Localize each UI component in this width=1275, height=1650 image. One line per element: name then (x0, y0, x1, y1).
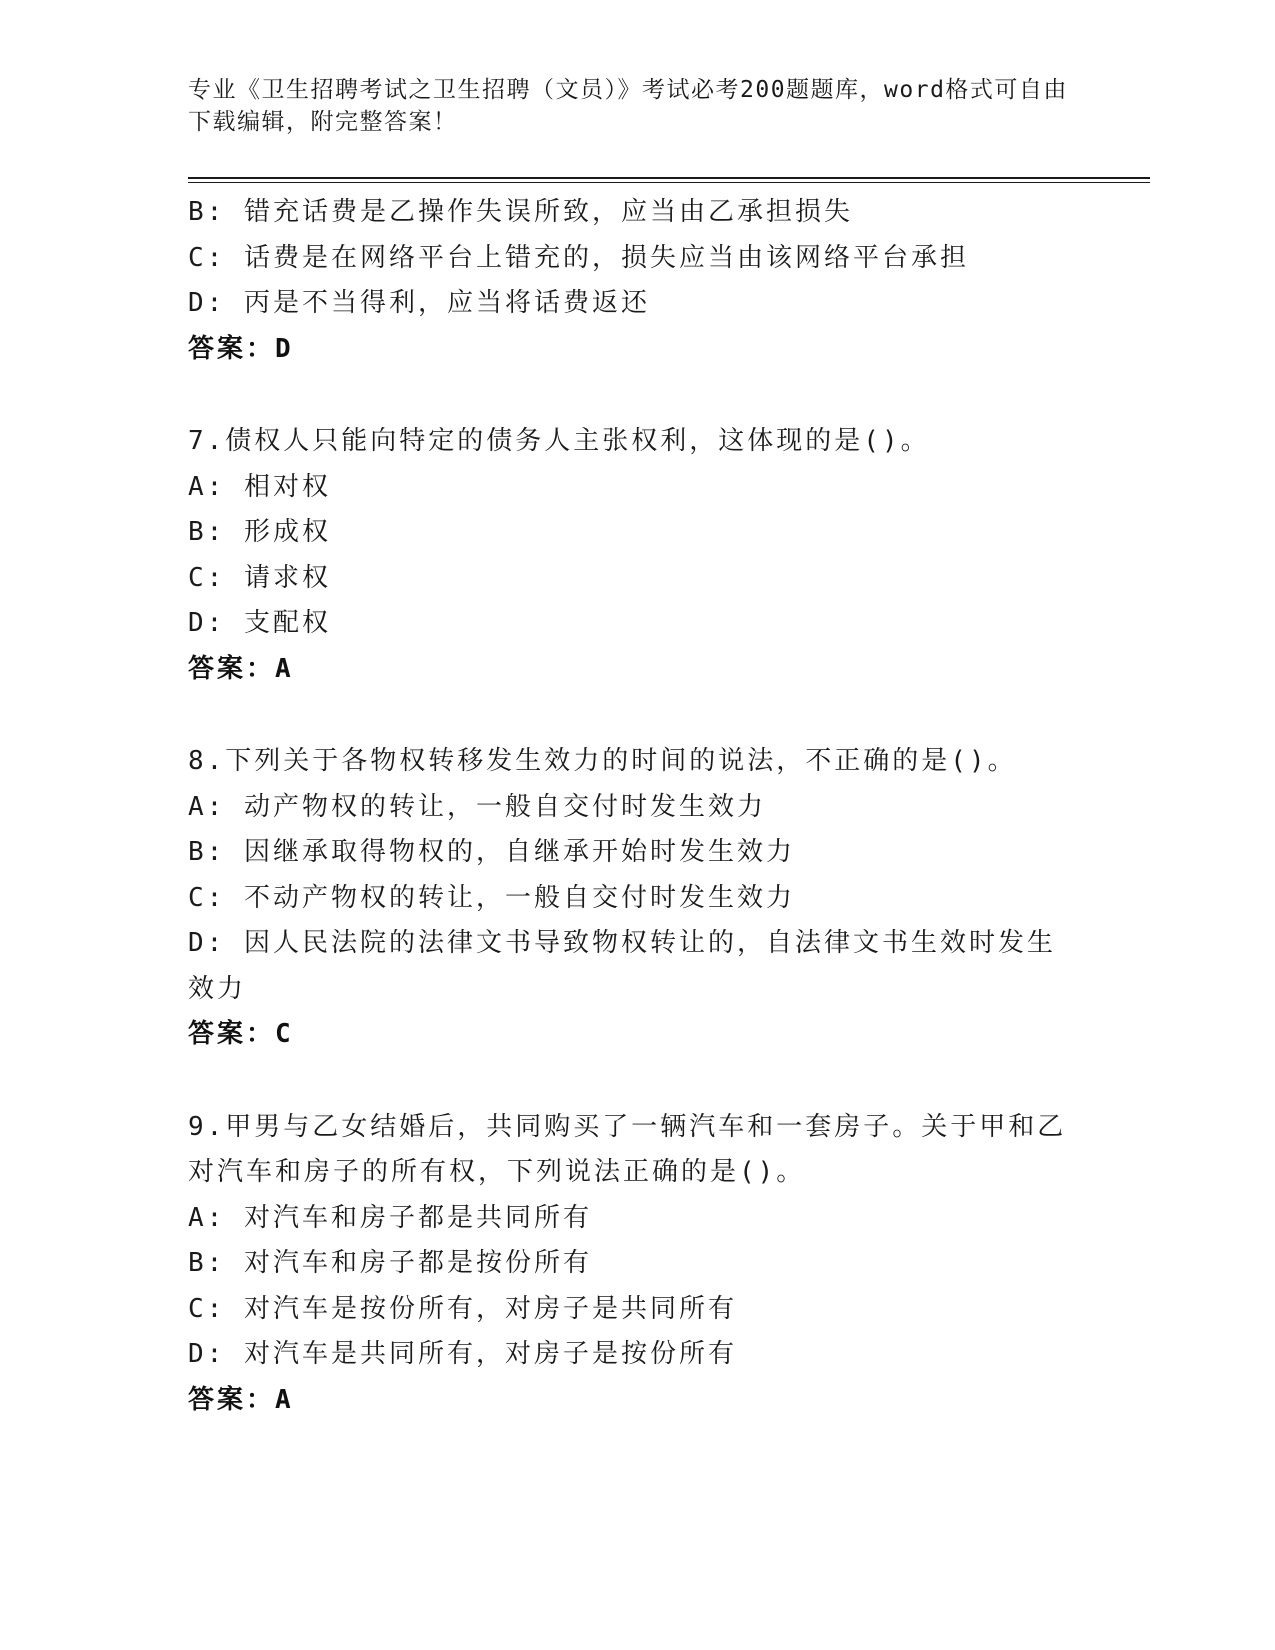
option-c: C: 不动产物权的转让，一般自交付时发生效力 (188, 882, 795, 913)
question-stem: 9.甲男与乙女结婚后，共同购买了一辆汽车和一套房子。关于甲和乙对汽车和房子的所有权，下列说法正确的是()。 (188, 1111, 1067, 1187)
option-a: A: 对汽车和房子都是共同所有 (188, 1202, 592, 1233)
option-c: C: 对汽车是按份所有，对房子是共同所有 (188, 1293, 737, 1324)
spacer (188, 692, 1068, 739)
option-d: D: 因人民法院的法律文书导致物权转让的，自法律文书生效时发生效力 (188, 928, 1056, 1004)
answer: 答案：A (188, 1384, 294, 1415)
question-9 (188, 1105, 1068, 1424)
option-b: B: 因继承取得物权的，自继承开始时发生效力 (188, 837, 795, 867)
option-a: A: 动产物权的转让，一般自交付时发生效力 (188, 791, 766, 822)
spacer (188, 1058, 1068, 1105)
option-d: D: 支配权 (188, 608, 331, 638)
answer: 答案：D (188, 333, 294, 364)
option-c: C: 话费是在网络平台上错充的，损失应当由该网络平台承担 (188, 242, 969, 273)
option-c: C: 请求权 (188, 562, 331, 593)
question-stem: 8.下列关于各物权转移发生效力的时间的说法，不正确的是()。 (188, 746, 1017, 776)
answer: 答案：C (188, 1019, 294, 1049)
header-divider-thin (188, 182, 1150, 183)
option-a: A: 相对权 (188, 471, 331, 502)
question-6-continued (188, 190, 1068, 372)
document-header: 专业《卫生招聘考试之卫生招聘（文员）》考试必考200题题库，word格式可自由下载编辑，附完整答案！ (188, 77, 1068, 135)
question-stem: 7.债权人只能向特定的债务人主张权利，这体现的是()。 (188, 426, 930, 456)
option-b: B: 对汽车和房子都是按份所有 (188, 1248, 592, 1278)
document-body (188, 190, 1068, 1423)
option-d: D: 对汽车是共同所有，对房子是按份所有 (188, 1339, 737, 1369)
answer: 答案：A (188, 653, 294, 684)
option-b: B: 形成权 (188, 517, 331, 547)
header-divider-thick (188, 177, 1150, 179)
option-d: D: 丙是不当得利，应当将话费返还 (188, 288, 650, 318)
spacer (188, 372, 1068, 419)
option-b: B: 错充话费是乙操作失误所致，应当由乙承担损失 (188, 197, 853, 227)
question-7 (188, 419, 1068, 692)
question-8 (188, 739, 1068, 1058)
